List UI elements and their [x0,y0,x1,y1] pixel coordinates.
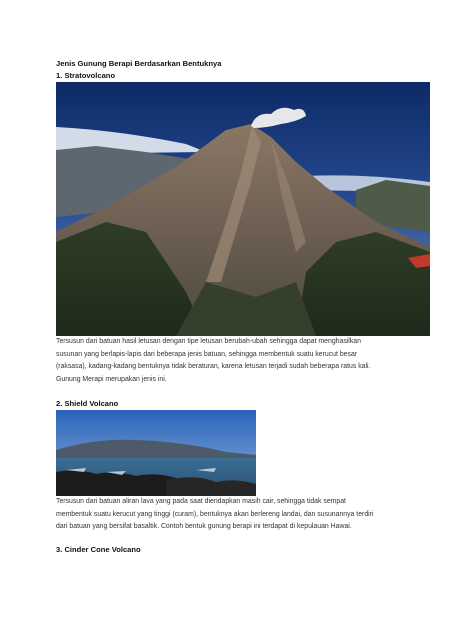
shield-volcano-description [56,496,374,534]
stratovolcano-photo [56,82,430,336]
paragraph-line: Gunung Merapi merupakan jenis ini. [56,375,167,383]
paragraph-line: (raksasa), kadang-kadang bentuknya tidak beraturan, karena letusan terjadi sudah beberapa ratus kali. [56,363,371,371]
shield-volcano-photo [56,410,256,496]
document-title: Jenis Gunung Berapi Berdasarkan Bentuknya [56,59,222,68]
section-heading-shield-volcano: 2. Shield Volcano [56,399,119,408]
section-heading-cinder-cone-volcano: 3. Cinder Cone Volcano [56,545,141,554]
paragraph-line: Tersusun dari batuan hasil letusan dengan tipe letusan berubah-ubah sehingga dapat menghasilkan [56,338,361,345]
paragraph-line: dari batuan yang bersifat basaltik. Contoh bentuk gunung berapi ini terdapat di kepulauan Hawai. [56,523,352,531]
paragraph-line: Tersusun dari batuan aliran lava yang pada saat diendapkan masih cair, sehingga tidak sempat [56,498,346,505]
section-heading-stratovolcano: 1. Stratovolcano [56,71,116,80]
paragraph-line: membentuk suatu kerucut yang tinggi (curam), bentuknya akan berlereng landai, dan susunannya terdiri [56,510,374,518]
paragraph-line: susunan yang berlapis-lapis dari beberapa jenis batuan, sehingga membentuk suatu kerucut besar [56,350,358,358]
stratovolcano-description [56,336,371,386]
